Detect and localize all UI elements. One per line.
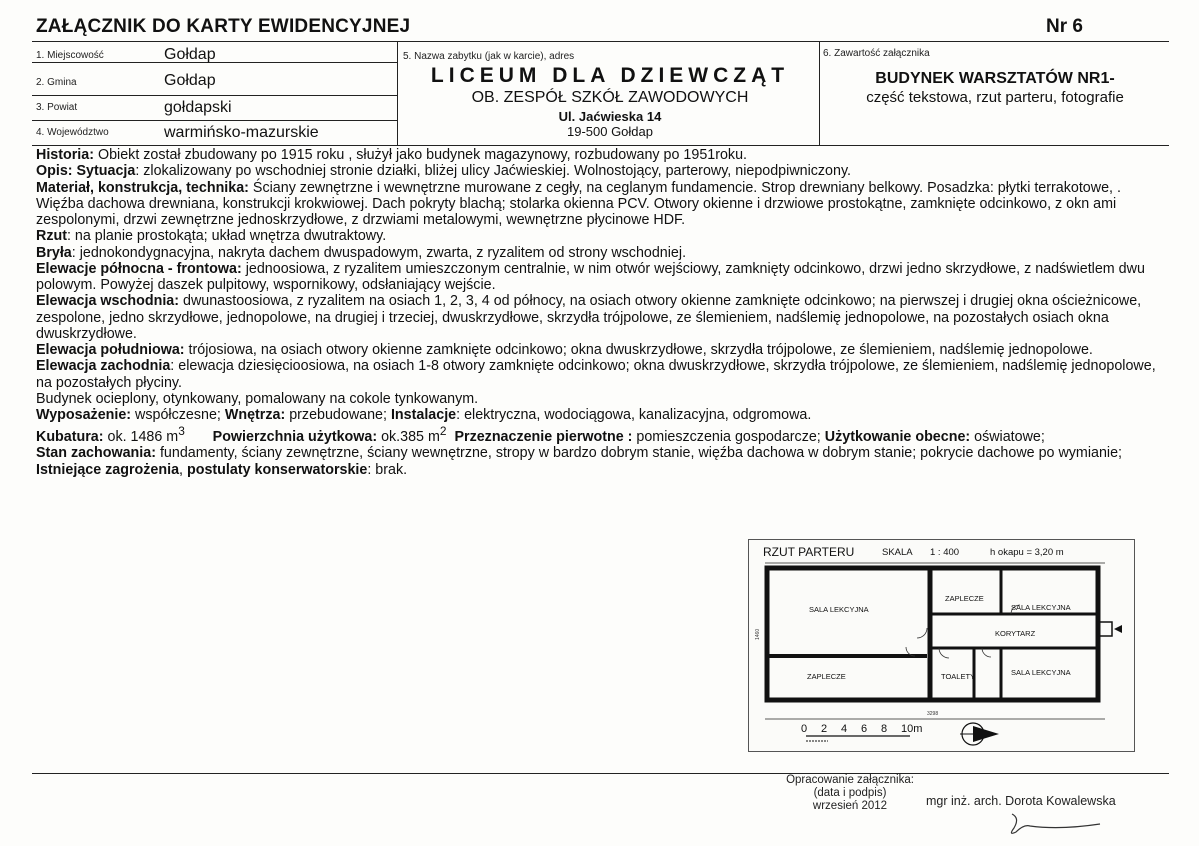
footer-line <box>32 773 1169 774</box>
label-elewacja-poludniowa: Elewacja południowa: <box>36 342 185 358</box>
text-postulaty: : brak. <box>367 461 408 478</box>
scale-tick-0: 0 <box>801 723 808 735</box>
plan-scale-bar <box>801 723 922 741</box>
object-name: LICEUM DLA DZIEWCZĄT <box>430 64 790 87</box>
grid-line <box>32 95 397 96</box>
field-label-wojewodztwo: 4. Województwo <box>36 127 109 138</box>
scale-tick-4: 4 <box>841 723 848 735</box>
scale-tick-10m: 10m <box>901 723 923 735</box>
label-wnetrza: Wnętrza: <box>224 407 286 423</box>
label-elewacja-polnocna: Elewacje północna - frontowa: <box>36 260 242 277</box>
author-signature <box>1000 806 1120 846</box>
object-zip-city: 19-500 Gołdap <box>566 124 653 139</box>
text-przeznaczenie: pomieszczenia gospodarcze; <box>632 429 825 446</box>
text-stan: fundamenty, ściany zewnętrzne, ściany wewnętrzne, stropy w bardzo dobrym stanie, więźba dachowa w dobrym stanie; pokrycie dachowe po wymianie; <box>155 445 1122 462</box>
label-rzut: Rzut <box>36 228 67 245</box>
grid-divider <box>397 41 398 145</box>
para-elewacja-polnocna <box>36 261 1168 294</box>
footer-date: wrzesień 2012 <box>812 800 888 812</box>
field-label-object: 5. Nazwa zabytku (jak w karcie), adres <box>403 51 575 62</box>
room-label-toalety: TOALETY <box>941 672 976 681</box>
attachment-subtitle: część tekstowa, rzut parteru, fotografie <box>866 89 1124 106</box>
field-label-miejscowosc: 1. Miejscowość <box>36 50 104 61</box>
label-postulaty: postulaty konserwatorskie <box>186 461 368 478</box>
label-zagrozenia: Istniejące zagrożenia <box>36 461 180 478</box>
room-label-korytarz: KORYTARZ <box>995 629 1036 638</box>
text-opis: : zlokalizowany po wschodniej stronie działki, bliżej ulicy Jaćwieskiej. Wolnostojący, parterowy, niepodpiwniczony. <box>135 163 852 180</box>
text-wnetrza: przebudowane; <box>285 407 391 423</box>
text-uzytkowanie: oświatowe; <box>970 429 1045 446</box>
label-kubatura: Kubatura: <box>36 429 104 446</box>
para-stan <box>36 445 1168 478</box>
room-label-zaplecze-1: ZAPLECZE <box>807 672 846 681</box>
para-elewacja-poludniowa <box>36 342 1168 358</box>
description-block <box>36 147 1168 478</box>
room-label-sala-lekcyjna-1: SALA LEKCYJNA <box>809 605 869 614</box>
plan-eaves-height: h okapu = 3,20 m <box>990 547 1064 558</box>
room-label-zaplecze-2: ZAPLECZE <box>945 594 984 603</box>
text-elewacja-zachodnia: : elewacja dziesięcioosiowa, na osiach 1-8 otwory zamknięte odcinkowo; okna dwuskrzydłowe, skrzydła trójpolowe, ze ślemieniem, nadślemię jednopolowe, na pozostałych płyciny. <box>36 358 1156 391</box>
powierzchnia-unit-exponent: 2 <box>439 424 447 439</box>
para-ocieplenie: Budynek ocieplony, otynkowany, pomalowany na cokole tynkowanym. <box>36 390 479 407</box>
para-rzut <box>36 228 1168 244</box>
field-label-powiat: 3. Powiat <box>36 102 78 113</box>
kubatura-unit-exponent: 3 <box>178 424 185 439</box>
room-label-sala-lekcyjna-3: SALA LEKCYJNA <box>1011 668 1071 677</box>
plan-title: RZUT PARTERU <box>763 545 855 559</box>
text-kubatura: ok. 1486 m <box>103 429 179 446</box>
plan-scale-value: 1 : 400 <box>930 547 960 558</box>
para-bryla <box>36 245 1168 261</box>
label-elewacja-zachodnia: Elewacja zachodnia <box>36 358 171 375</box>
label-material: Materiał, konstrukcja, technika: <box>36 179 249 196</box>
plan-dimension-width: 3298 <box>927 711 939 717</box>
field-label-gmina: 2. Gmina <box>36 77 77 88</box>
para-historia <box>36 147 1168 163</box>
plan-dimension-height: 1460 <box>755 628 761 640</box>
field-value-miejscowosc: Gołdap <box>164 46 216 63</box>
footer-prepared-label: Opracowanie załącznika: <box>786 774 914 786</box>
scale-tick-2: 2 <box>821 723 828 735</box>
room-label-sala-lekcyjna-2: SALA LEKCYJNA <box>1011 603 1071 612</box>
footer-date-sign-label: (data i podpis) <box>813 787 887 799</box>
attachment-number: Nr 6 <box>1046 16 1083 37</box>
text-bryla: : jednokondygnacyjna, nakryta dachem dwuspadowym, zwarta, z ryzalitem od strony wschodniej. <box>71 244 687 261</box>
text-elewacja-polnocna: jednoosiowa, z ryzalitem umieszczonym centralnie, w nim otwór wejściowy, zamknięty odcinkowo, drzwi jedno skrzydłowe, z nadświetlem dwu polowym. Powyżej daszek pulpitowy, wspornikowy, odsłaniający wejście. <box>36 260 1145 293</box>
para-wyposazenie <box>36 407 1168 423</box>
label-opis: Opis: Sytuacja <box>36 163 136 180</box>
text-instalacje: : elektryczna, wodociągowa, kanalizacyjna, odgromowa. <box>456 407 812 423</box>
attachment-title: BUDYNEK WARSZTATÓW NR1- <box>875 70 1115 87</box>
text-zagrozenia: , <box>179 461 187 478</box>
label-powierzchnia: Powierzchnia użytkowa: <box>212 429 378 446</box>
floor-plan-drawing <box>749 540 1134 751</box>
footer-author: mgr inż. arch. Dorota Kowalewska <box>926 794 1116 808</box>
para-opis <box>36 163 1168 179</box>
field-value-powiat: gołdapski <box>164 99 232 116</box>
text-historia: Obiekt został zbudowany po 1915 roku , służył jako budynek magazynowy, rozbudowany po 1951roku. <box>94 147 748 163</box>
label-instalacje: Instalacje <box>390 407 457 423</box>
text-elewacja-wschodnia: dwunastoosiowa, z ryzalitem na osiach 1, 2, 3, 4 od północy, na osiach otwory okienne zamknięte odcinkowo; na pierwszej i drugiej okna ościeżnicowe, zespolone, jedno skrzydłowe, jednopolowe, na drugiej i trzeciej, dwuskrzydłowe, skrzydła trójpolowe, ze ślemieniem, nadślemię jednopolowe, na pozostałych osiach okna dwuskrzydłowe. <box>36 293 1142 342</box>
label-przeznaczenie: Przeznaczenie pierwotne : <box>454 429 633 446</box>
page-title: ZAŁĄCZNIK DO KARTY EWIDENCYJNEJ <box>36 16 411 37</box>
label-uzytkowanie: Użytkowanie obecne: <box>824 429 971 446</box>
plan-scale-label: SKALA <box>882 547 913 558</box>
object-subname: OB. ZESPÓŁ SZKÓŁ ZAWODOWYCH <box>471 89 749 106</box>
field-value-wojewodztwo: warmińsko-mazurskie <box>164 124 319 141</box>
text-material: Ściany zewnętrzne i wewnętrzne murowane z cegły, na ceglanym fundamencie. Strop drewniany belkowy. Posadzka: płytki terrakotowe, . Więźba dachowa drewniana, konstrukcji krokwiowej. Dach pokryty blachą; stolarka okienna PCV. Otwory okienne i drzwiowe prostokątne, zamknięte odcinkowo, z okn ami zespolonymi, drzwi zewnętrzne jednoskrzydłowe, z drzwiami metalowymi, wewnętrzne płycinowe HDF. <box>36 179 1121 228</box>
text-rzut: : na planie prostokąta; układ wnętrza dwutraktowy. <box>66 228 387 245</box>
grid-line <box>32 120 397 121</box>
text-wyposazenie: współczesne; <box>131 407 225 423</box>
label-historia: Historia: <box>36 147 94 163</box>
field-value-gmina: Gołdap <box>164 72 216 89</box>
para-elewacja-zachodnia <box>36 358 1168 391</box>
para-material <box>36 180 1168 229</box>
scale-tick-8: 8 <box>881 723 888 735</box>
grid-bottom-line <box>32 145 1169 146</box>
floor-plan <box>748 539 1135 752</box>
entrance-arrow-icon <box>1114 625 1122 633</box>
grid-top-line <box>32 41 1169 42</box>
field-label-attachment: 6. Zawartość załącznika <box>823 48 930 59</box>
object-street: Ul. Jaćwieska 14 <box>558 109 662 124</box>
para-kubatura <box>36 423 1168 445</box>
north-arrow-icon <box>960 723 999 745</box>
label-stan: Stan zachowania: <box>36 445 156 462</box>
text-elewacja-poludniowa: trójosiowa, na osiach otwory okienne zamknięte odcinkowo; okna dwuskrzydłowe, skrzydła trójpolowe, ze ślemieniem, nadślemię jednopolowe. <box>184 342 1093 358</box>
para-elewacja-wschodnia <box>36 293 1168 342</box>
scale-tick-6: 6 <box>861 723 868 735</box>
label-bryla: Bryła <box>36 244 72 261</box>
label-wyposazenie: Wyposażenie: <box>36 407 132 423</box>
label-elewacja-wschodnia: Elewacja wschodnia: <box>36 293 180 310</box>
text-powierzchnia: ok.385 m <box>377 429 440 446</box>
